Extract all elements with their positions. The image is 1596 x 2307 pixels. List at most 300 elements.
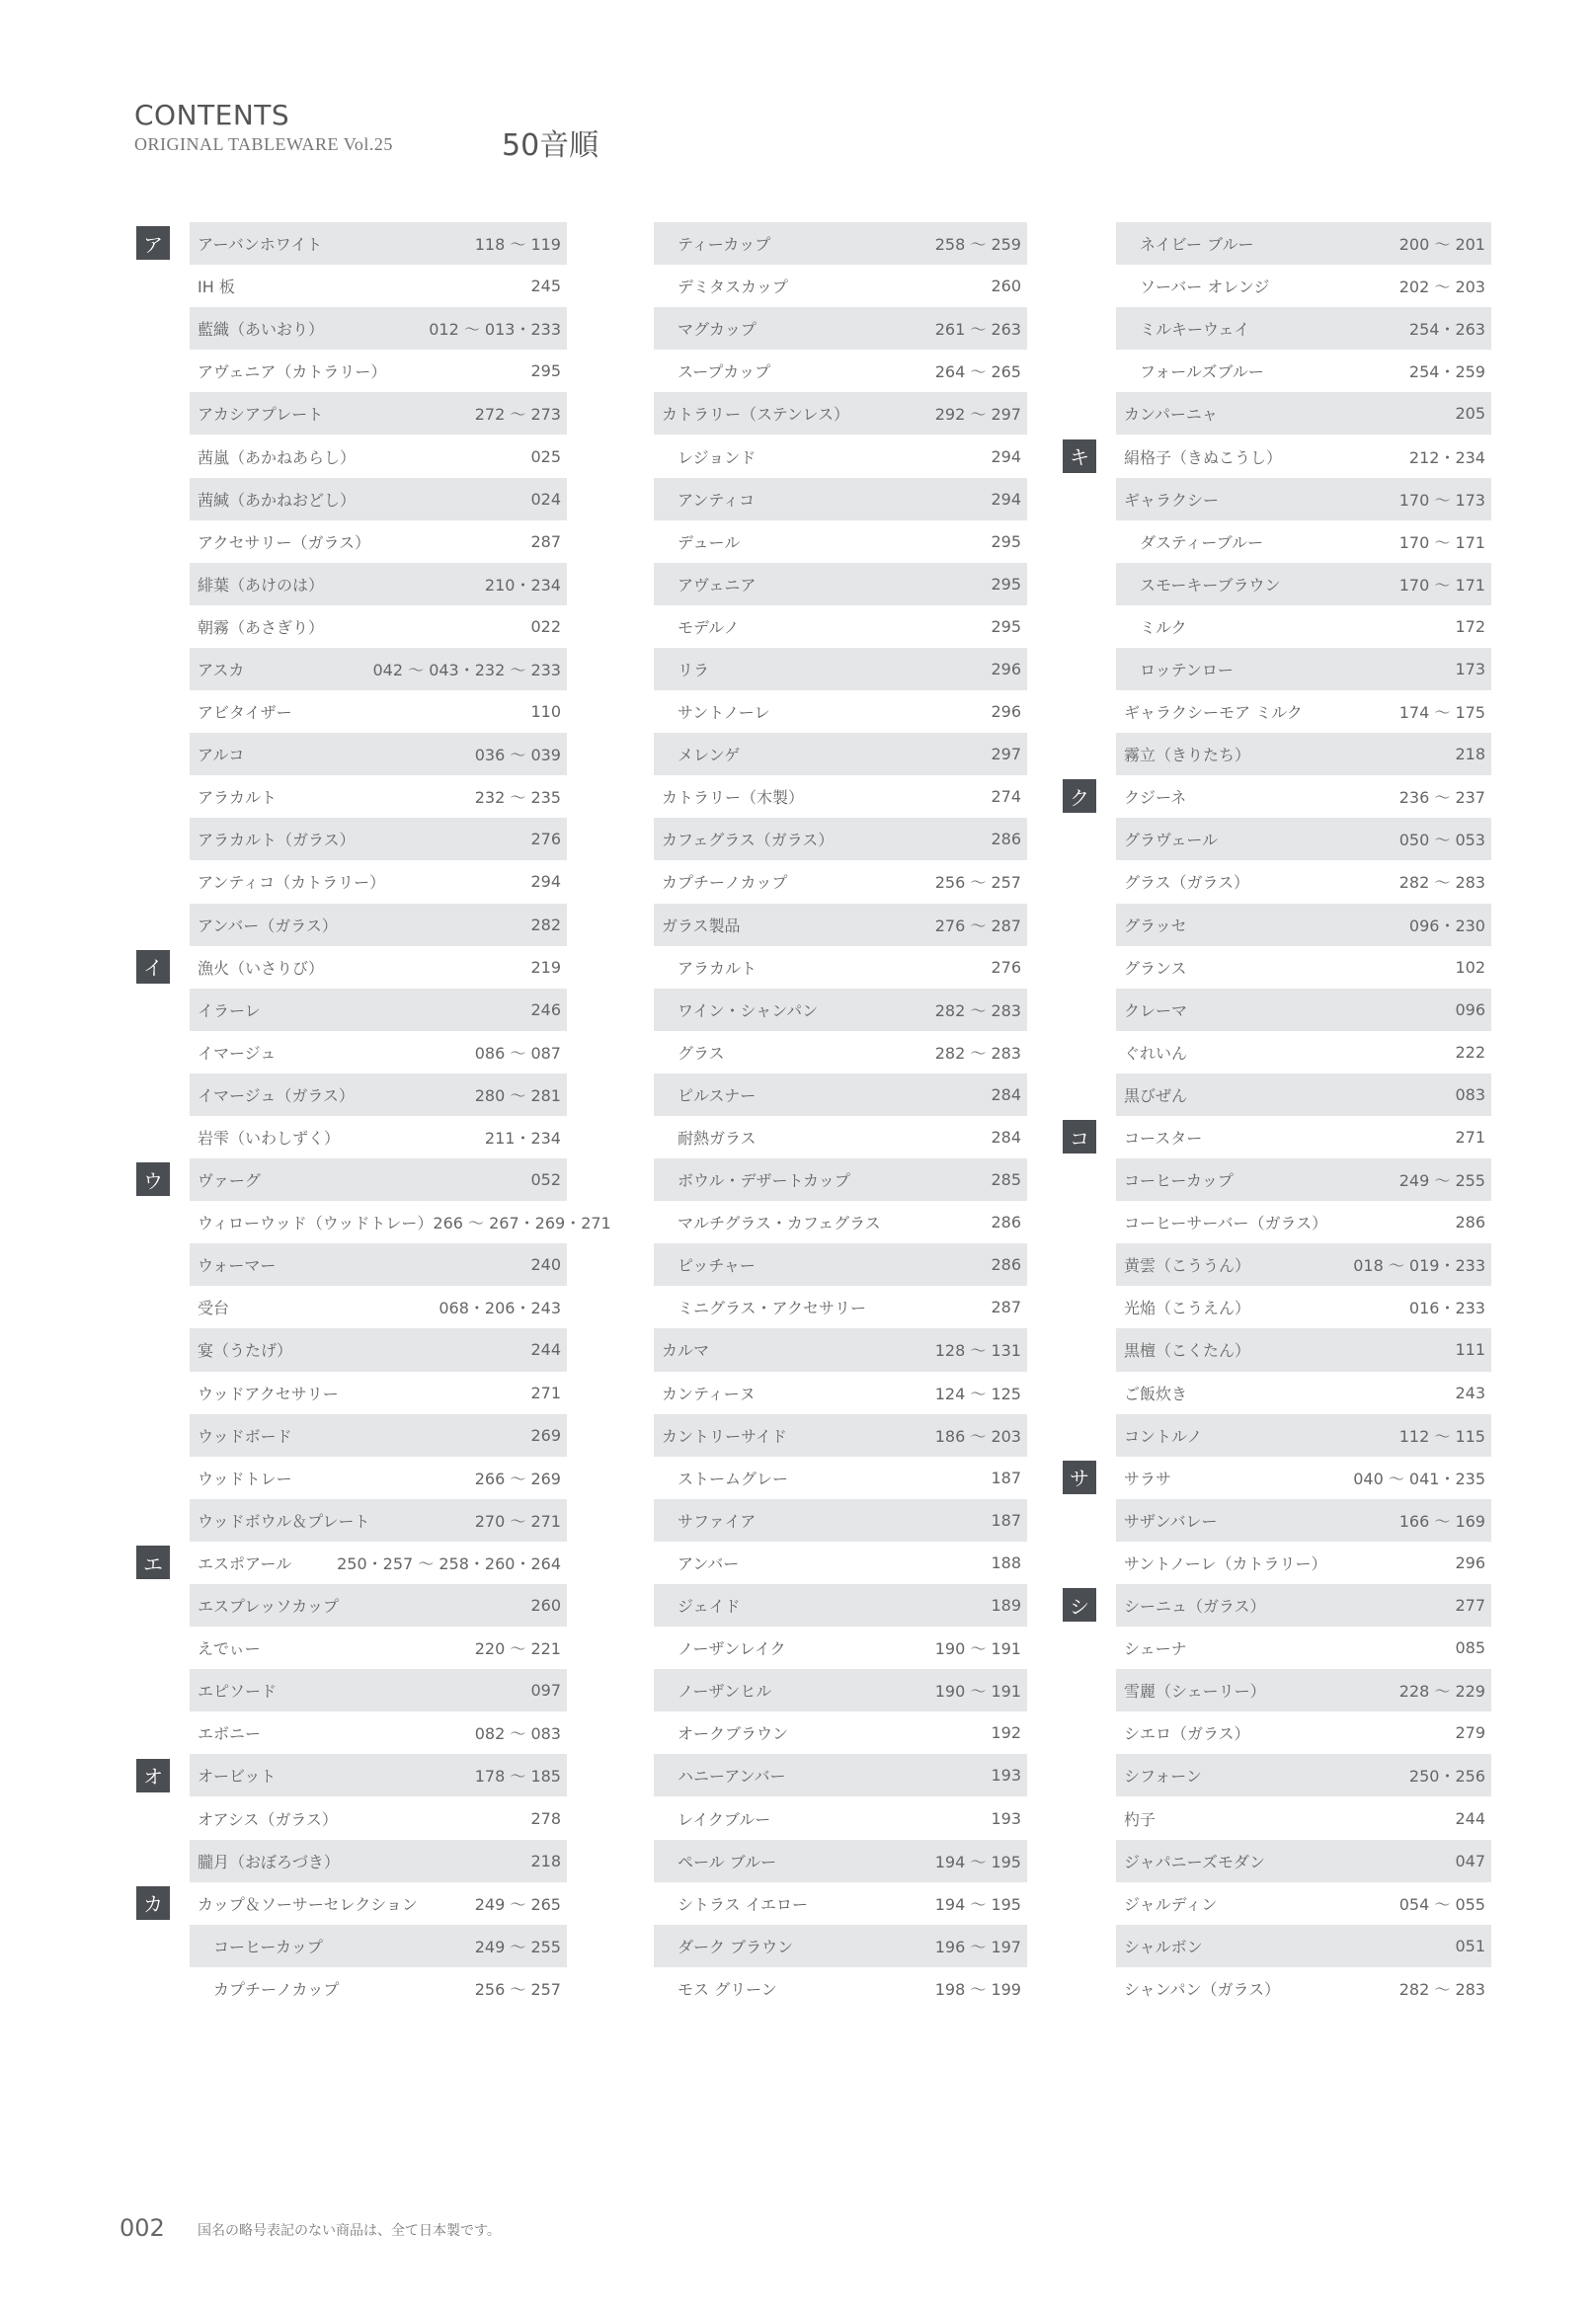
entry-pages: 282 〜 283 [934,1043,1021,1063]
index-entry [654,222,1027,265]
entry-pages: 244 [1455,1808,1485,1828]
entry-name: カプチーノカップ [662,873,788,893]
section-badge: ア [136,226,170,260]
entry-pages: 170 〜 171 [1398,532,1485,552]
index-column-2 [654,222,1027,2010]
index-entry [190,690,567,733]
entry-name: ピルスナー [678,1085,757,1105]
index-entry [1116,1584,1491,1627]
index-entry [190,350,567,392]
index-entry [1116,1116,1491,1158]
entry-name: イマージュ [198,1043,277,1063]
entry-pages: 194 〜 195 [934,1852,1021,1871]
entry-pages: 124 〜 125 [934,1384,1021,1403]
entry-name: カルマ [662,1341,710,1361]
entry-pages: 285 [991,1170,1021,1190]
index-entry [654,1201,1027,1243]
index-entry [190,1882,567,1925]
entry-pages: 280 〜 281 [474,1085,561,1105]
index-entry [1116,1457,1491,1499]
entry-pages: 042 〜 043・232 〜 233 [372,660,561,679]
index-entry [1116,989,1491,1031]
entry-name: ミルク [1140,617,1187,637]
entry-pages: 250・257 〜 258・260・264 [337,1553,561,1573]
index-entry [1116,733,1491,775]
entry-pages: 193 [991,1766,1021,1786]
index-entry [654,989,1027,1031]
entry-name: アーバンホワイト [198,235,323,255]
index-entry [190,648,567,690]
index-entry [1116,1499,1491,1542]
entry-name: アンティコ（カトラリー） [198,873,386,893]
entry-pages: 271 [530,1383,561,1402]
index-entry [190,946,567,989]
entry-pages: 189 [991,1596,1021,1616]
entry-name: カトラリー（木製） [662,788,805,808]
entry-name: カントリーサイド [662,1426,787,1446]
entry-name: ウィローウッド（ウッドトレー） [198,1214,434,1233]
index-entry [190,307,567,350]
index-entry [654,520,1027,563]
entry-pages: 249 〜 265 [474,1894,561,1914]
index-entry [654,1243,1027,1286]
index-entry [190,1711,567,1754]
index-entry [1116,1286,1491,1328]
entry-pages: 269 [530,1425,561,1445]
index-entry [654,946,1027,989]
header [134,99,393,155]
index-entry [190,435,567,477]
entry-pages: 051 [1455,1936,1485,1955]
entry-pages: 260 [530,1596,561,1616]
index-entry [190,1414,567,1457]
entry-pages: 187 [991,1468,1021,1487]
entry-name: モス グリーン [678,1979,777,1999]
index-entry [654,265,1027,307]
entry-pages: 266 〜 267・269・271 [433,1214,611,1233]
entry-name: 雪麗（シェーリー） [1124,1682,1266,1702]
footer-note: 国名の略号表記のない商品は、全て日本製です。 [198,2223,501,2239]
index-entry [190,1243,567,1286]
entry-name: ミルキーウェイ [1140,320,1250,340]
entry-pages: 245 [530,277,561,296]
section-badge: コ [1063,1120,1096,1154]
entry-pages: 276 [530,830,561,849]
entry-name: クジーネ [1124,788,1187,808]
entry-name: ノーザンヒル [678,1682,772,1702]
entry-name: イラーレ [198,1000,261,1020]
entry-pages: 282 [530,915,561,934]
index-entry [654,775,1027,818]
entry-name: エスプレッソカップ [198,1597,340,1617]
entry-name: サファイア [678,1511,757,1531]
entry-pages: 295 [991,616,1021,636]
entry-pages: 050 〜 053 [1398,831,1485,850]
entry-name: ストームグレー [678,1469,789,1488]
entry-name: ジェイド [678,1597,741,1617]
index-entry [1116,478,1491,520]
entry-name: ハニーアンバー [678,1767,786,1787]
entry-pages: 054 〜 055 [1398,1894,1485,1914]
entry-pages: 256 〜 257 [474,1979,561,1999]
index-entry [190,1499,567,1542]
entry-name: ミニグラス・アクセサリー [678,1299,867,1318]
entry-pages: 276 〜 287 [934,915,1021,935]
section-badge: エ [136,1546,170,1579]
entry-name: カトラリー（ステンレス） [662,405,850,425]
entry-pages: 286 [991,1213,1021,1233]
index-entry [190,392,567,435]
index-entry [654,1711,1027,1754]
index-entry [1116,1669,1491,1711]
entry-pages: 178 〜 185 [474,1767,561,1787]
index-entry [654,1457,1027,1499]
entry-name: グランス [1124,958,1187,978]
entry-pages: 249 〜 255 [474,1937,561,1956]
entry-name: 受台 [198,1299,230,1318]
index-entry [1116,265,1491,307]
index-entry [1116,1882,1491,1925]
entry-name: アスカ [198,660,245,679]
entry-name: 杓子 [1124,1809,1157,1829]
entry-pages: 236 〜 237 [1398,788,1485,808]
entry-pages: 296 [1455,1552,1485,1572]
index-entry [190,1925,567,1967]
entry-name: サラサ [1124,1469,1172,1488]
index-entry [1116,1796,1491,1839]
entry-pages: 085 [1455,1638,1485,1658]
entry-name: ジャルディン [1124,1894,1218,1914]
entry-name: ウッドアクセサリー [198,1384,339,1403]
index-entry [654,1031,1027,1074]
entry-pages: 202 〜 203 [1398,278,1485,297]
section-badge: シ [1063,1588,1096,1622]
entry-name: グラッセ [1124,915,1187,935]
index-entry [654,478,1027,520]
entry-pages: 282 〜 283 [1398,1979,1485,1999]
entry-pages: 096・230 [1408,915,1485,935]
entry-name: ボウル・デザートカップ [678,1171,850,1191]
index-entry [654,1840,1027,1882]
index-entry [1116,1967,1491,2010]
section-badge: イ [136,950,170,984]
entry-name: オアシス（ガラス） [198,1809,338,1829]
entry-name: シーニュ（ガラス） [1124,1597,1266,1617]
entry-pages: 272 〜 273 [474,405,561,425]
entry-pages: 186 〜 203 [934,1426,1021,1446]
index-entry [654,733,1027,775]
index-entry [654,1158,1027,1201]
index-entry [654,307,1027,350]
entry-pages: 194 〜 195 [934,1894,1021,1914]
entry-name: アヴェニア [678,575,757,595]
entry-name: 藍織（あいおり） [198,320,325,340]
entry-pages: 190 〜 191 [934,1639,1021,1659]
index-entry [1116,1627,1491,1669]
entry-name: ウッドボウル＆プレート [198,1511,370,1531]
entry-pages: 228 〜 229 [1398,1682,1485,1702]
entry-name: 茜嵐（あかねあらし） [198,447,357,467]
index-entry [654,1754,1027,1796]
entry-pages: 173 [1455,659,1485,678]
entry-name: ノーザンレイク [678,1639,786,1659]
entry-name: ワイン・シャンパン [678,1000,819,1020]
index-entry [190,1584,567,1627]
index-entry [654,860,1027,903]
entry-name: 茜緘（あかねおどし） [198,490,357,510]
index-entry [1116,818,1491,860]
entry-name: 漁火（いさりび） [198,958,325,978]
index-entry [1116,860,1491,903]
entry-pages: 274 [991,787,1021,807]
entry-pages: 118 〜 119 [474,235,561,255]
entry-pages: 210・234 [484,575,561,595]
index-entry [1116,605,1491,648]
entry-pages: 270 〜 271 [474,1511,561,1531]
entry-pages: 174 〜 175 [1398,703,1485,723]
entry-pages: 110 [530,702,561,722]
entry-pages: 096 [1455,999,1485,1019]
entry-pages: 187 [991,1510,1021,1530]
order-title: 50音順 [502,128,599,163]
entry-name: カンティーヌ [662,1384,756,1403]
index-entry [1116,1031,1491,1074]
entry-name: カンパーニャ [1124,405,1218,425]
entry-name: ヴァーグ [198,1171,261,1191]
index-entry [654,1116,1027,1158]
index-entry [190,222,567,265]
index-entry [654,563,1027,605]
entry-name: スモーキーブラウン [1140,575,1281,595]
index-entry [190,563,567,605]
entry-pages: 083 [1455,1084,1485,1104]
entry-pages: 018 〜 019・233 [1353,1256,1485,1276]
entry-pages: 047 [1455,1851,1485,1870]
section-badge: ク [1063,779,1096,813]
entry-name: モデルノ [678,617,740,637]
index-entry [654,818,1027,860]
entry-name: ウッドボード [198,1426,292,1446]
entry-name: シェーナ [1124,1639,1187,1659]
index-entry [1116,1414,1491,1457]
index-entry [1116,648,1491,690]
entry-pages: 198 〜 199 [934,1979,1021,1999]
entry-name: コースター [1124,1129,1203,1149]
entry-pages: 249 〜 255 [1398,1171,1485,1191]
index-entry [190,733,567,775]
index-entry [654,1882,1027,1925]
entry-pages: 240 [530,1255,561,1275]
entry-pages: 246 [530,999,561,1019]
entry-name: グラス（ガラス） [1124,873,1250,893]
entry-pages: 111 [1455,1340,1485,1360]
entry-name: カップ＆ソーサーセレクション [198,1894,418,1914]
index-entry [1116,1328,1491,1371]
entry-name: マルチグラス・カフェグラス [678,1214,881,1233]
index-entry [654,392,1027,435]
entry-name: ギャラクシー [1124,490,1220,510]
index-entry [1116,1754,1491,1796]
entry-pages: 012 〜 013・233 [429,320,561,340]
index-entry [190,1286,567,1328]
entry-name: アンバー [678,1553,740,1573]
index-entry [654,1796,1027,1839]
entry-name: アクセサリー（ガラス） [198,532,371,552]
index-entry [654,1414,1027,1457]
entry-pages: 294 [530,872,561,892]
entry-name: レイクブルー [678,1809,771,1829]
entry-name: アラカルト [678,958,758,978]
entry-pages: 218 [1455,745,1485,764]
index-entry [1116,1372,1491,1414]
entry-name: ピッチャー [678,1256,756,1276]
entry-name: アンバー（ガラス） [198,915,338,935]
entry-pages: 284 [991,1084,1021,1104]
entry-pages: 200 〜 201 [1398,235,1485,255]
index-entry [190,520,567,563]
entry-name: 耐熱ガラス [678,1129,757,1149]
entry-pages: 086 〜 087 [474,1043,561,1063]
entry-name: デミタスカップ [678,278,788,297]
index-entry [654,435,1027,477]
index-entry [190,1967,567,2010]
entry-pages: 250・256 [1408,1767,1485,1787]
entry-pages: 218 [530,1851,561,1870]
entry-name: 光焔（こうえん） [1124,1299,1251,1318]
index-entry [190,1542,567,1584]
entry-pages: 287 [530,531,561,551]
index-entry [1116,222,1491,265]
entry-name: エスポアール [198,1553,292,1573]
index-entry [190,860,567,903]
entry-pages: 284 [991,1128,1021,1148]
entry-name: ダスティーブルー [1140,532,1263,552]
entry-name: コーヒーカップ [213,1937,323,1956]
entry-pages: 279 [1455,1723,1485,1743]
index-entry [654,648,1027,690]
entry-name: クレーマ [1124,1000,1188,1020]
entry-name: ぐれいん [1124,1043,1188,1063]
index-entry [1116,307,1491,350]
entry-pages: 278 [530,1808,561,1828]
page-number: 002 [120,2214,165,2242]
entry-pages: 220 〜 221 [474,1639,561,1659]
entry-pages: 166 〜 169 [1398,1511,1485,1531]
entry-name: 黒檀（こくたん） [1124,1341,1251,1361]
entry-pages: 294 [991,446,1021,466]
entry-pages: 264 〜 265 [934,362,1021,382]
entry-pages: 192 [991,1723,1021,1743]
entry-name: カフェグラス（ガラス） [662,831,835,850]
entry-name: ジャパニーズモダン [1124,1852,1266,1871]
entry-pages: 128 〜 131 [934,1341,1021,1361]
entry-pages: 170 〜 173 [1398,490,1485,510]
entry-pages: 024 [530,489,561,509]
index-entry [1116,1542,1491,1584]
entry-pages: 082 〜 083 [474,1724,561,1744]
index-entry [190,775,567,818]
entry-pages: 256 〜 257 [934,873,1021,893]
entry-name: カプチーノカップ [213,1979,340,1999]
index-entry [190,904,567,946]
entry-name: ガラス製品 [662,915,741,935]
entry-name: ご飯炊き [1124,1384,1188,1403]
index-entry [1116,1711,1491,1754]
entry-pages: 052 [530,1170,561,1190]
index-entry [1116,435,1491,477]
index-column-3 [1116,222,1491,2010]
entry-name: シエロ（ガラス） [1124,1724,1250,1744]
entry-name: 黒びぜん [1124,1085,1188,1105]
index-entry [190,1201,611,1243]
entry-name: デュール [678,532,741,552]
entry-pages: 295 [991,574,1021,594]
contents-title: CONTENTS [134,99,290,131]
entry-name: ロッテンロー [1140,660,1234,679]
entry-name: 岩雫（いわしずく） [198,1129,341,1149]
entry-pages: 286 [991,830,1021,849]
entry-name: えでぃー [198,1639,261,1659]
entry-pages: 286 [1455,1213,1485,1233]
section-badge: サ [1063,1461,1096,1494]
entry-name: アラカルト（ガラス） [198,831,356,850]
entry-pages: 222 [1455,1042,1485,1062]
entry-pages: 261 〜 263 [934,320,1021,340]
index-entry [190,1457,567,1499]
index-entry [654,904,1027,946]
section-badge: カ [136,1886,170,1920]
entry-pages: 040 〜 041・235 [1353,1469,1485,1488]
index-entry [190,1116,567,1158]
index-entry [190,478,567,520]
index-entry [190,605,567,648]
entry-pages: 292 〜 297 [934,405,1021,425]
index-entry [190,1669,567,1711]
entry-pages: 232 〜 235 [474,788,561,808]
index-entry [1116,1840,1491,1882]
index-entry [1116,1074,1491,1116]
section-badge: キ [1063,439,1096,473]
entry-name: フォールズブルー [1140,362,1264,382]
entry-name: オービット [198,1767,277,1787]
entry-pages: 243 [1455,1383,1485,1402]
index-entry [654,1967,1027,2010]
section-badge: オ [136,1759,170,1792]
entry-name: スープカップ [678,362,771,382]
entry-pages: 112 〜 115 [1398,1426,1485,1446]
entry-name: ソーバー オレンジ [1140,278,1270,297]
entry-pages: 022 [530,616,561,636]
index-entry [190,1796,567,1839]
entry-pages: 068・206・243 [439,1299,561,1318]
entry-name: シャルボン [1124,1937,1203,1956]
index-entry [190,1627,567,1669]
index-entry [1116,1158,1491,1201]
entry-name: 黄雲（こううん） [1124,1256,1251,1276]
entry-pages: 254・263 [1408,320,1485,340]
entry-name: ウォーマー [198,1256,277,1276]
index-column-1 [190,222,611,2010]
index-entry [654,1542,1027,1584]
entry-name: メレンゲ [678,746,741,765]
entry-pages: 172 [1455,616,1485,636]
entry-pages: 212・234 [1408,447,1485,467]
entry-pages: 297 [991,745,1021,764]
entry-name: グラヴェール [1124,831,1219,850]
index-entry [654,1372,1027,1414]
index-entry [190,1328,567,1371]
index-entry [1116,350,1491,392]
